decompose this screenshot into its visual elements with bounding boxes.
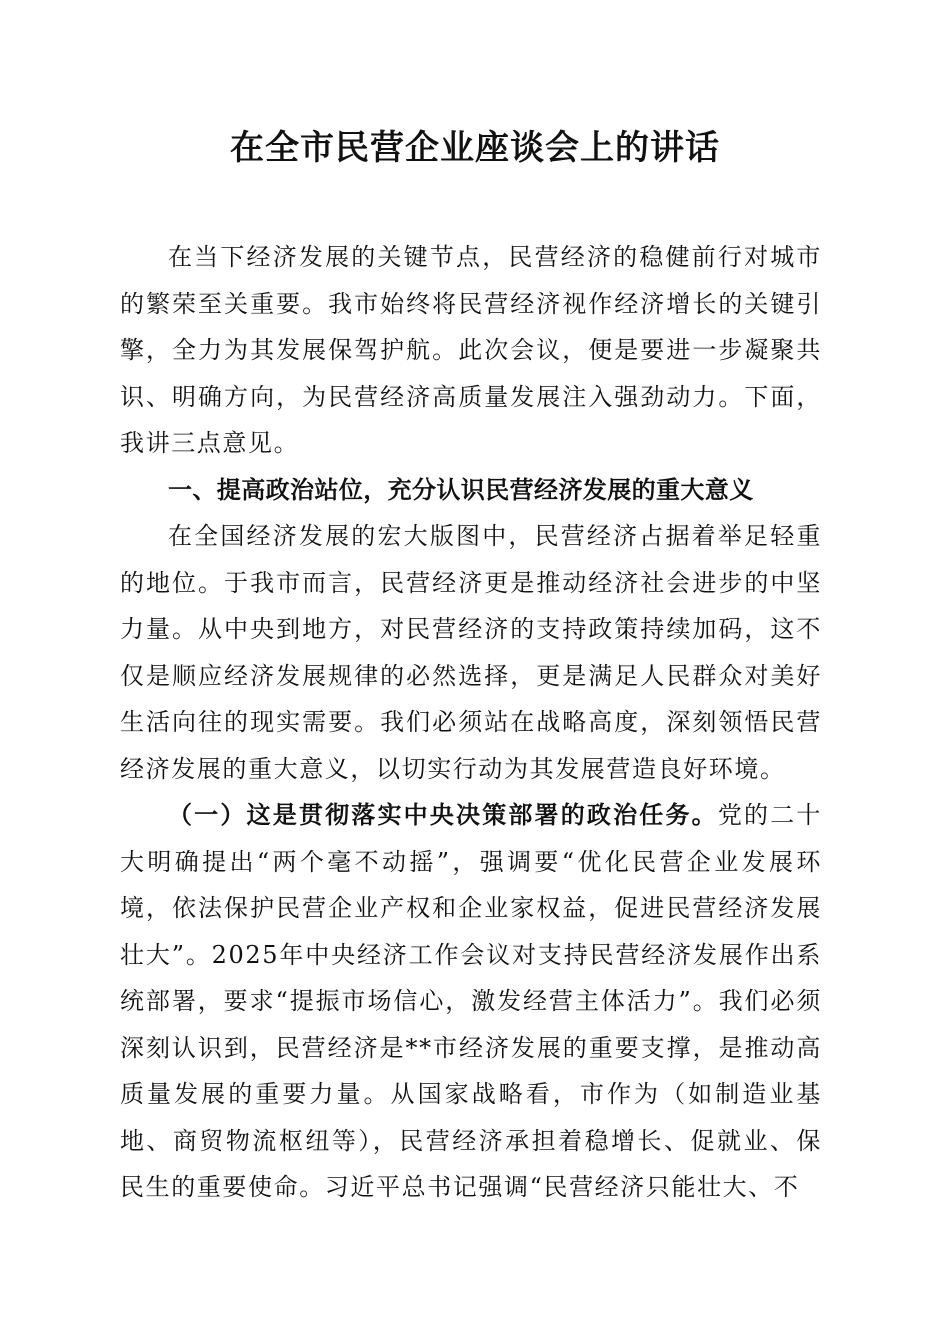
document-title: 在全市民营企业座谈会上的讲话	[230, 128, 720, 168]
subsection-1-paragraph	[120, 792, 822, 1211]
subsection-heading-1: （一）这是贯彻落实中央决策部署的政治任务。	[168, 800, 718, 829]
document-body	[120, 234, 822, 1211]
subsection-1-text: 党的二十大明确提出“两个毫不动摇”，强调要“优化民营企业发展环境，依法保护民营企业产权和企业家权益，促进民营经济发展壮大”。2025年中央经济工作会议对支持民营经济发展作出系统部署，要求“提振市场信心，激发经营主体活力”。我们必须深刻认识到，民营经济是**市经济发展的重要支撑，是推动高质量发展的重要力量。从国家战略看，市作为（如制造业基地、商贸物流枢纽等），民营经济承担着稳增长、促就业、保民生的重要使命。习近平总书记强调“民营经济只能壮大、不	[120, 801, 822, 1201]
section-heading-1: 一、提高政治站位，充分认识民营经济发展的重大意义	[168, 475, 754, 504]
intro-paragraph: 在当下经济发展的关键节点，民营经济的稳健前行对城市的繁荣至关重要。我市始终将民营经济视作经济增长的关键引擎，全力为其发展保驾护航。此次会议，便是要进一步凝聚共识、明确方向，为民营经济高质量发展注入强劲动力。下面，我讲三点意见。	[120, 243, 822, 457]
section-1-paragraph: 在全国经济发展的宏大版图中，民营经济占据着举足轻重的地位。于我市而言，民营经济更是推动经济社会进步的中坚力量。从中央到地方，对民营经济的支持政策持续加码，这不仅是顺应经济发展规律的必然选择，更是满足人民群众对美好生活向往的现实需要。我们必须站在战略高度，深刻领悟民营经济发展的重大意义，以切实行动为其发展营造良好环境。	[120, 522, 822, 783]
